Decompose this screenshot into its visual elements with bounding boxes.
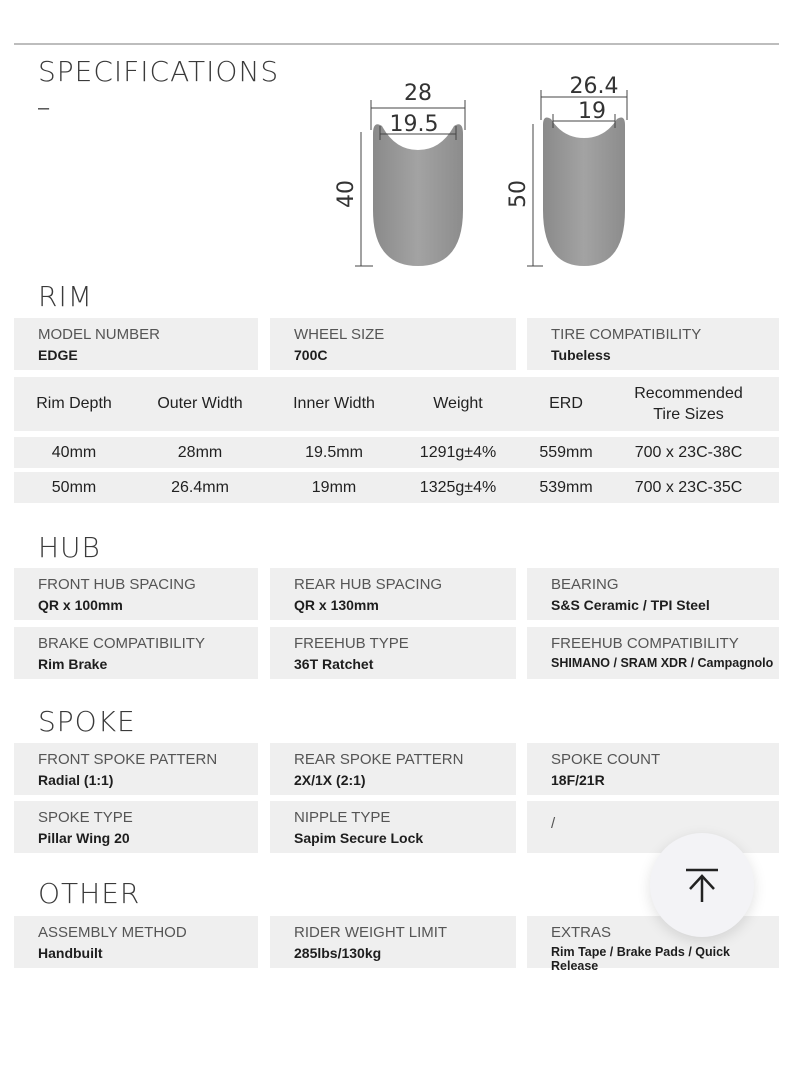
spec-label: SPOKE TYPE [38, 809, 133, 826]
table-cell: 50mm [51, 478, 97, 496]
table-header: Inner Width [293, 395, 375, 412]
rim-spec-table [14, 377, 779, 507]
spec-label: FRONT SPOKE PATTERN [38, 751, 218, 768]
spec-label: FREEHUB COMPATIBILITY [551, 635, 739, 652]
spec-value: 18F/21R [551, 772, 605, 788]
spec-extras [527, 916, 779, 973]
table-row [14, 472, 779, 503]
table-header: Recommended Tire Sizes [634, 385, 743, 423]
section-title-other: OTHER [38, 877, 141, 910]
spec-label: TIRE COMPATIBILITY [551, 326, 702, 343]
spec-value: S&S Ceramic / TPI Steel [551, 597, 710, 613]
spec-label: BEARING [551, 576, 619, 593]
spec-value: Tubeless [551, 347, 611, 363]
spec-label: MODEL NUMBER [38, 326, 160, 343]
spec-value: QR x 100mm [38, 597, 123, 613]
spec-label: ASSEMBLY METHOD [38, 924, 187, 941]
spec-value: Handbuilt [38, 945, 103, 961]
spec-label: FRONT HUB SPACING [38, 576, 196, 593]
spec-value: Pillar Wing 20 [38, 830, 130, 846]
spec-tire-compatibility [527, 318, 779, 370]
table-header-row [14, 377, 779, 431]
table-header: ERD [549, 395, 583, 412]
spec-model-number [14, 318, 258, 370]
spec-value: Rim Brake [38, 656, 108, 672]
spec-label: BRAKE COMPATIBILITY [38, 635, 205, 652]
spec-value: 285lbs/130kg [294, 945, 382, 961]
spec-label: SPOKE COUNT [551, 751, 661, 768]
table-cell: 700 x 23C-35C [634, 478, 743, 496]
spec-assembly-method [14, 916, 258, 968]
spec-rear-spoke-pattern [270, 743, 516, 795]
spec-label: RIDER WEIGHT LIMIT [294, 924, 448, 941]
spec-label: EXTRAS [551, 924, 612, 941]
rim-40-depth: 40 [334, 180, 359, 208]
table-cell: 19mm [311, 478, 357, 496]
spec-freehub-compatibility [527, 627, 779, 679]
spec-empty-slot [527, 801, 779, 853]
spec-wheel-size [270, 318, 516, 370]
table-cell: 1325g±4% [419, 478, 497, 496]
table-header: Rim Depth [36, 395, 112, 412]
section-title-spoke: SPOKE [38, 705, 136, 738]
table-cell: 19.5mm [305, 443, 363, 461]
spec-value: QR x 130mm [294, 597, 379, 613]
spec-value: Rim Tape / Brake Pads / Quick Release [551, 945, 731, 973]
spec-label: REAR SPOKE PATTERN [294, 751, 464, 768]
scroll-to-top-button[interactable] [650, 833, 754, 937]
table-header: Weight [433, 395, 483, 412]
rim-40-profile [334, 81, 465, 266]
table-cell: 559mm [539, 443, 593, 461]
title-dash: – [38, 97, 50, 119]
table-cell: 1291g±4% [419, 443, 497, 461]
rim-50-outer-width: 26.4 [569, 74, 619, 99]
table-row [14, 437, 779, 468]
spec-label: NIPPLE TYPE [294, 809, 391, 826]
spec-label: FREEHUB TYPE [294, 635, 409, 652]
spec-value: 36T Ratchet [294, 656, 374, 672]
table-cell: 40mm [51, 443, 97, 461]
section-title-rim: RIM [38, 280, 93, 313]
rim-40-outer-width: 28 [404, 81, 432, 106]
spec-brake-compatibility [14, 627, 258, 679]
spec-nipple-type [270, 801, 516, 853]
section-title-hub: HUB [38, 531, 101, 564]
spec-spoke-count [527, 743, 779, 795]
spec-value: 700C [294, 347, 328, 363]
rim-profile-diagram [325, 70, 665, 275]
spec-label: WHEEL SIZE [294, 326, 385, 343]
rim-40-inner-width: 19.5 [389, 112, 439, 137]
spec-front-hub-spacing [14, 568, 258, 620]
table-header: Outer Width [157, 395, 243, 412]
table-cell: 700 x 23C-38C [634, 443, 743, 461]
spec-bearing [527, 568, 779, 620]
spec-value: Sapim Secure Lock [294, 830, 424, 846]
spec-label: REAR HUB SPACING [294, 576, 443, 593]
rim-50-depth: 50 [506, 180, 531, 208]
spec-front-spoke-pattern [14, 743, 258, 795]
top-divider [14, 43, 779, 45]
table-cell: 28mm [177, 443, 223, 461]
table-cell: 539mm [539, 478, 593, 496]
spec-value: Radial (1:1) [38, 772, 114, 788]
arrow-to-top-icon [682, 865, 722, 905]
spec-rider-weight-limit [270, 916, 516, 968]
spec-value: EDGE [38, 347, 78, 363]
spec-freehub-type [270, 627, 516, 679]
spec-spoke-type [14, 801, 258, 853]
table-cell: 26.4mm [171, 478, 229, 496]
rim-50-inner-width: 19 [578, 99, 606, 124]
spec-rear-hub-spacing [270, 568, 516, 620]
page-title: SPECIFICATIONS [38, 55, 280, 88]
spec-label: / [551, 815, 556, 832]
spec-value: 2X/1X (2:1) [294, 772, 366, 788]
rim-50-profile [506, 74, 627, 266]
spec-value: SHIMANO / SRAM XDR / Campagnolo [551, 656, 774, 670]
